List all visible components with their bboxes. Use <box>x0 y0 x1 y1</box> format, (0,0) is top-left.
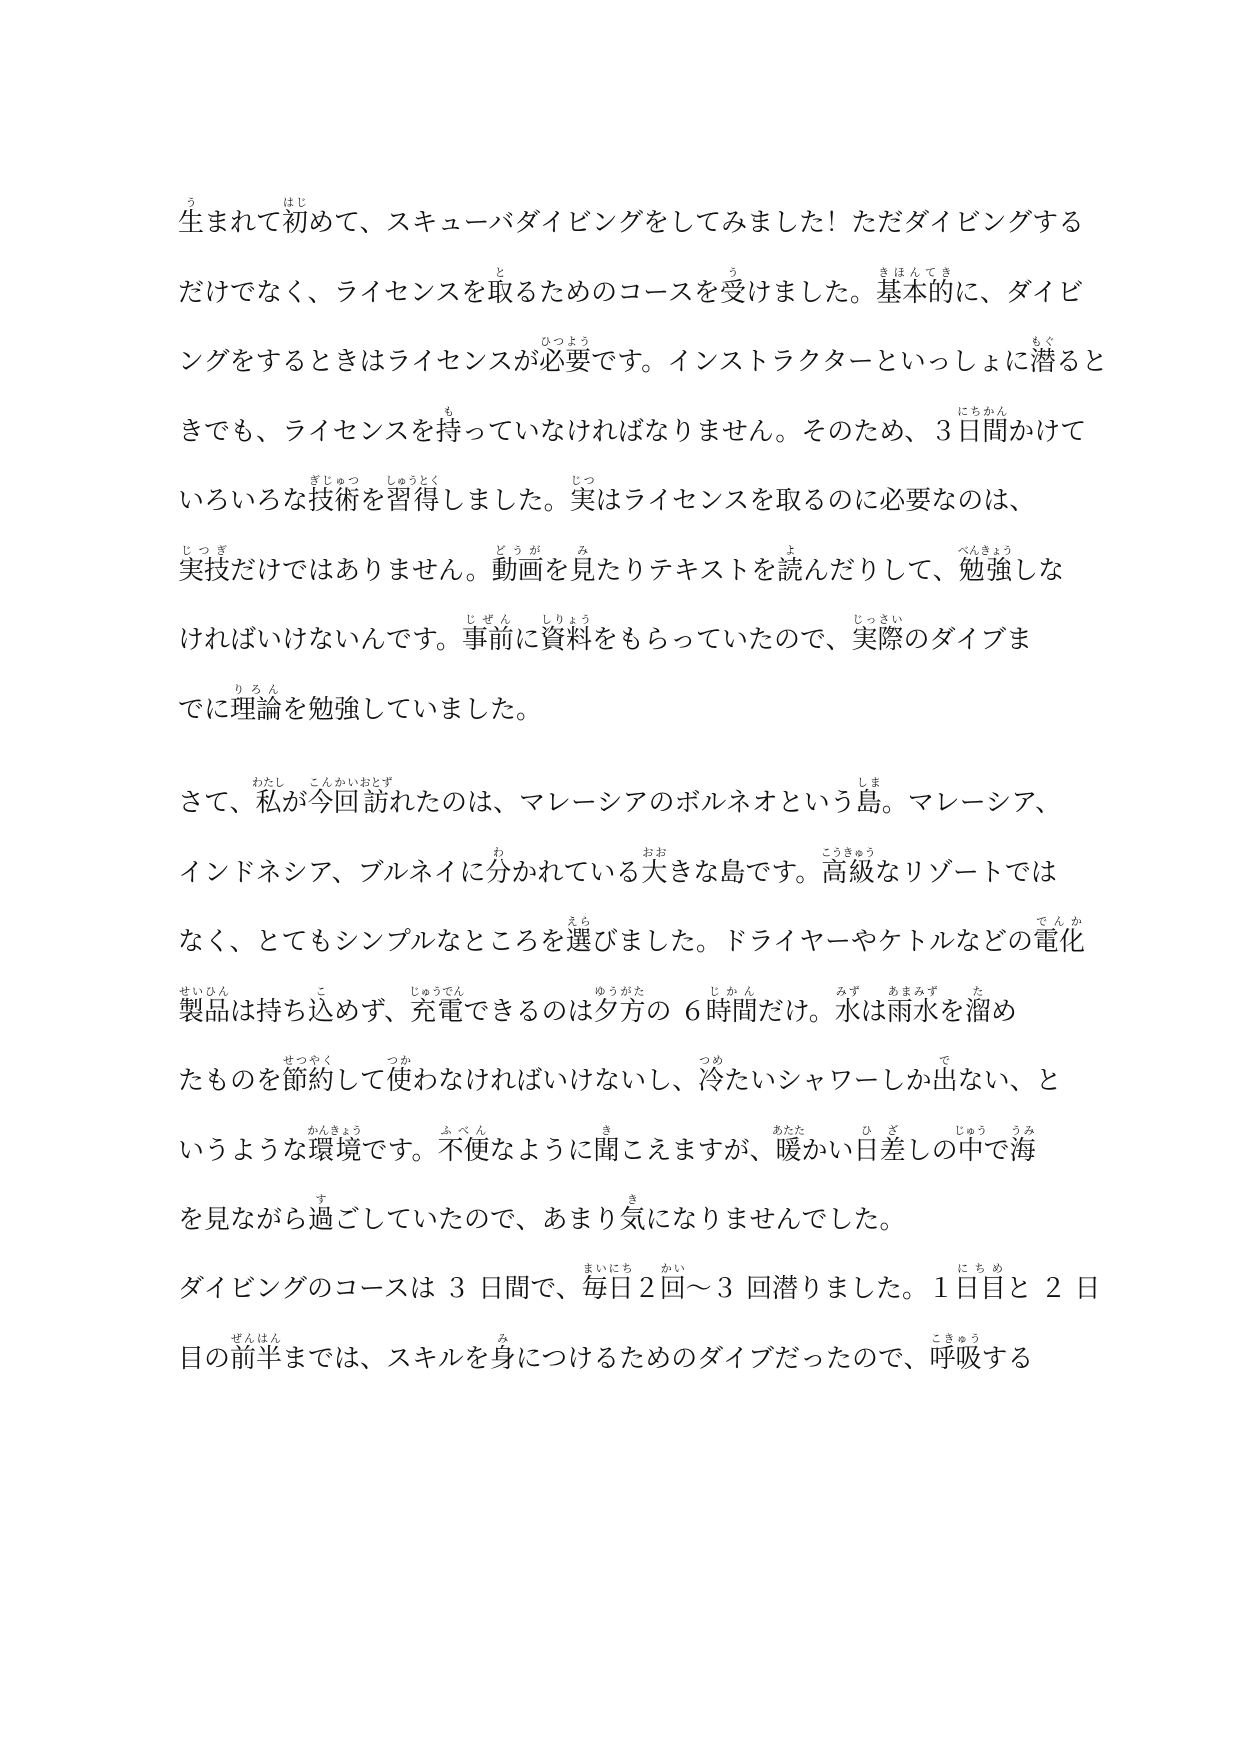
text-run: できるのは <box>463 996 594 1027</box>
text-run: まれて <box>204 208 283 238</box>
text-run: は <box>860 996 887 1027</box>
text-run: きでも、ライセンスを <box>178 416 436 447</box>
furigana-reading: み <box>569 543 596 557</box>
furigana-reading: う <box>178 196 204 209</box>
furigana-reading: す <box>308 1193 335 1206</box>
furigana-word: 回かい <box>659 1262 686 1304</box>
furigana-word: 勉強べんきょう <box>957 543 1013 586</box>
text-run: たりテキストを <box>595 555 778 586</box>
text-run: です。 <box>361 1135 438 1166</box>
text-run: を <box>360 486 387 516</box>
furigana-word: 日目にちめ <box>953 1262 1006 1304</box>
furigana-word: 見み <box>569 543 596 586</box>
text-run: ダイビングのコースは ３ 日間で、 <box>178 1274 582 1304</box>
text-run: を勉強していました。 <box>282 694 543 725</box>
furigana-word: 受う <box>719 265 746 308</box>
furigana-word: 資料しりょう <box>539 613 592 655</box>
furigana-reading: じつ <box>569 474 596 487</box>
furigana-reading: じぜん <box>461 613 514 626</box>
furigana-word: 私わたし <box>252 776 285 818</box>
text-run: を <box>543 555 570 586</box>
text-run: るためのコースを <box>513 277 720 308</box>
furigana-reading: はじ <box>282 196 309 209</box>
furigana-reading: かい <box>659 1262 686 1275</box>
furigana-word: 訪おとず <box>359 776 393 818</box>
furigana-word: 雨水あまみず <box>886 984 939 1027</box>
furigana-word: 差ざ <box>879 1123 906 1166</box>
furigana-reading: こんかい <box>307 776 360 789</box>
text-line <box>178 1193 1058 1237</box>
furigana-word: 初はじ <box>282 196 309 238</box>
text-run: は持ち <box>230 996 309 1027</box>
text-run: ２ <box>633 1274 660 1304</box>
furigana-word: 水みず <box>834 984 861 1027</box>
text-run: っていなければなりません。そのため、３ <box>461 416 957 447</box>
furigana-reading: こうきゅう <box>820 845 876 859</box>
furigana-word: 溜た <box>964 984 991 1027</box>
furigana-word: 取と <box>487 265 514 308</box>
furigana-word: 身み <box>489 1331 516 1374</box>
furigana-reading: りろん <box>230 682 283 696</box>
furigana-reading: どうが <box>491 543 544 557</box>
furigana-word: 夕方ゆうがた <box>593 984 646 1027</box>
furigana-word: 実際じっさい <box>851 613 904 655</box>
text-run: する <box>981 1343 1034 1374</box>
text-run: ごしていたので、あまり <box>334 1205 620 1235</box>
furigana-word: 環境かんきょう <box>307 1123 363 1166</box>
text-run: めず、 <box>334 996 410 1027</box>
text-run: たものを <box>178 1066 283 1096</box>
furigana-reading: あまみず <box>886 984 939 998</box>
text-run: になりませんでした。 <box>645 1205 906 1235</box>
furigana-reading: じっさい <box>851 613 904 626</box>
text-run: をもらっていたので、 <box>591 625 852 655</box>
furigana-word: 呼吸こきゅう <box>929 1331 982 1374</box>
furigana-reading: しま <box>855 776 882 789</box>
text-run: かれている <box>511 857 642 888</box>
furigana-reading: こ <box>308 984 335 998</box>
text-run: を <box>938 996 965 1027</box>
furigana-reading: わ <box>485 845 512 859</box>
text-line <box>178 776 1062 820</box>
furigana-reading: じゅうでん <box>409 984 465 998</box>
text-run: たいシャワーしか <box>724 1066 932 1096</box>
furigana-word: 聞き <box>593 1123 620 1166</box>
furigana-reading: ぜんはん <box>230 1331 283 1345</box>
furigana-word: 製品せいひん <box>178 984 231 1027</box>
furigana-reading: しりょう <box>539 613 592 626</box>
text-line <box>178 335 1108 379</box>
text-run: ければいけないんです。 <box>178 625 462 655</box>
furigana-reading: み <box>489 1331 516 1345</box>
furigana-word: 節約せつやく <box>282 1054 335 1096</box>
text-run: なように <box>489 1135 594 1166</box>
furigana-word: 大おお <box>641 845 668 888</box>
furigana-reading: ふべん <box>437 1123 490 1137</box>
text-run: インドネシア、ブルネイに <box>178 857 486 888</box>
furigana-reading: じつぎ <box>178 543 230 557</box>
furigana-reading: で <box>931 1054 958 1067</box>
text-run: 。マレーシア、 <box>881 788 1062 818</box>
text-run: なリゾートでは <box>874 857 1057 888</box>
text-run: です。インストラクターといっしょに <box>591 347 1030 377</box>
furigana-word: 習得しゅうとく <box>385 474 441 516</box>
furigana-word: 電化でんか <box>1033 915 1086 957</box>
furigana-word: 海うみ <box>1009 1123 1036 1166</box>
furigana-reading: き <box>593 1123 620 1137</box>
furigana-word: 今回こんかい <box>307 776 360 818</box>
furigana-reading: せつやく <box>282 1054 335 1067</box>
furigana-word: 選えら <box>565 915 592 957</box>
furigana-word: 毎日まいにち <box>581 1262 634 1304</box>
text-run: だけではありません。 <box>230 555 492 586</box>
text-line <box>178 1124 1058 1168</box>
text-run: だけでなく、ライセンスを <box>178 277 488 308</box>
text-run: の ６ <box>645 996 706 1027</box>
furigana-reading: おお <box>641 845 668 859</box>
text-run: に <box>513 625 540 655</box>
furigana-word: 必要ひつよう <box>539 335 592 377</box>
furigana-word: 実技じつぎ <box>178 543 231 586</box>
furigana-word: 技術ぎじゅつ <box>308 474 361 516</box>
text-run: までは、スキルを <box>282 1343 490 1374</box>
text-run: のダイブま <box>903 625 1033 655</box>
furigana-reading: ゆうがた <box>593 984 646 998</box>
text-line <box>178 613 1058 657</box>
text-run: なく、とてもシンプルなところを <box>178 927 566 957</box>
furigana-reading: きほんてき <box>875 265 954 279</box>
text-run: しました。 <box>439 486 570 516</box>
furigana-word: 日間にちかん <box>956 404 1009 447</box>
text-run: れたのは、マレーシアのボルネオという <box>389 788 856 818</box>
furigana-reading: でんか <box>1033 915 1086 928</box>
text-line <box>178 1332 1058 1376</box>
furigana-word: 日ひ <box>853 1123 880 1166</box>
furigana-word: 高級こうきゅう <box>820 845 876 888</box>
furigana-word: 分わ <box>485 845 512 888</box>
text-line <box>178 196 1085 240</box>
furigana-word: 潜もぐ <box>1029 335 1056 377</box>
text-line <box>178 404 1087 449</box>
text-run: こえますが、 <box>619 1135 776 1166</box>
text-run: はライセンスを取るのに必要なのは、 <box>595 486 1036 516</box>
furigana-reading: しゅうとく <box>385 474 441 487</box>
furigana-reading: う <box>719 265 746 279</box>
furigana-reading: こきゅう <box>929 1331 982 1345</box>
text-run: きな島です。 <box>667 857 822 888</box>
furigana-word: 充電じゅうでん <box>409 984 465 1027</box>
text-run: して <box>334 1066 387 1096</box>
furigana-word: 動画どうが <box>491 543 544 586</box>
text-run: と ２ 日 <box>1006 1274 1101 1304</box>
furigana-reading: みず <box>834 984 861 998</box>
text-run: んだりして、 <box>803 555 959 586</box>
furigana-word: 時間じかん <box>705 984 758 1027</box>
furigana-reading: も <box>435 404 462 418</box>
furigana-reading: ひつよう <box>539 335 592 348</box>
text-run: を見ながら <box>178 1205 309 1235</box>
furigana-reading: つめ <box>698 1054 725 1067</box>
furigana-reading: じゅう <box>954 1123 988 1137</box>
text-run: わなければいけないし、 <box>412 1066 699 1096</box>
text-line <box>178 683 1058 727</box>
furigana-reading: じかん <box>705 984 758 998</box>
furigana-word: 読よ <box>777 543 804 586</box>
text-run: ～３ 回潜りました。１ <box>685 1274 954 1304</box>
furigana-reading: にちかん <box>956 404 1009 418</box>
text-line <box>178 265 1084 310</box>
text-run: けました。 <box>745 277 876 308</box>
text-run: びました。ドライヤーやケトルなどの <box>591 927 1034 957</box>
furigana-word: 実じつ <box>569 474 596 516</box>
text-run: さて、 <box>178 788 256 818</box>
text-run: しな <box>1012 555 1065 586</box>
furigana-reading: ひ <box>853 1123 880 1137</box>
furigana-word: 島しま <box>855 776 882 818</box>
furigana-reading: た <box>964 984 991 998</box>
furigana-reading: おとず <box>359 776 393 789</box>
text-run: ない、と <box>957 1066 1062 1096</box>
furigana-word: 込こ <box>308 984 335 1027</box>
text-line <box>178 985 1058 1029</box>
furigana-reading: あたた <box>772 1123 806 1137</box>
text-line <box>178 543 1065 588</box>
furigana-reading: と <box>487 265 514 279</box>
text-run: 目の <box>178 1343 231 1374</box>
furigana-reading: えら <box>565 915 592 928</box>
furigana-word: 持も <box>435 404 462 447</box>
furigana-reading: ぎじゅつ <box>308 474 361 487</box>
furigana-word: 使つか <box>386 1054 413 1096</box>
text-run: で <box>983 1135 1010 1166</box>
text-run: め <box>990 996 1017 1027</box>
furigana-reading: べんきょう <box>957 543 1013 557</box>
furigana-reading: き <box>619 1193 646 1206</box>
furigana-reading: よ <box>777 543 804 557</box>
furigana-reading: かんきょう <box>307 1123 363 1137</box>
furigana-word: 気き <box>619 1193 646 1235</box>
furigana-word: 前半ぜんはん <box>230 1331 283 1374</box>
furigana-reading: まいにち <box>581 1262 634 1275</box>
furigana-word: 出で <box>931 1054 958 1096</box>
furigana-reading: もぐ <box>1029 335 1056 348</box>
furigana-word: 暖あたた <box>772 1123 806 1166</box>
text-run: かい <box>801 1135 854 1166</box>
furigana-word: 基本的きほんてき <box>875 265 954 308</box>
furigana-reading: にちめ <box>953 1262 1006 1275</box>
text-run: しの <box>905 1135 958 1166</box>
furigana-reading: つか <box>386 1054 413 1067</box>
text-line <box>178 1262 1101 1306</box>
text-run: かけて <box>1008 416 1087 447</box>
furigana-word: 冷つめ <box>698 1054 725 1096</box>
text-line <box>178 1054 1062 1098</box>
text-run: だけ。 <box>757 996 835 1027</box>
text-run: でに <box>178 694 231 725</box>
text-run: が <box>281 788 308 818</box>
text-run: に、ダイビ <box>953 277 1084 308</box>
furigana-reading: せいひん <box>178 984 231 998</box>
furigana-word: 生う <box>178 196 205 238</box>
furigana-word: 事前じぜん <box>461 613 514 655</box>
text-run: ると <box>1055 347 1108 377</box>
furigana-reading: わたし <box>252 776 285 789</box>
text-line <box>178 846 1058 890</box>
text-run: につけるためのダイブだったので、 <box>515 1343 930 1374</box>
furigana-word: 中じゅう <box>954 1123 988 1166</box>
furigana-reading: ざ <box>879 1123 906 1137</box>
text-run: ングをするときはライセンスが <box>178 347 540 377</box>
text-line <box>178 915 1086 959</box>
text-line <box>178 474 1058 518</box>
furigana-word: 過す <box>308 1193 335 1235</box>
text-run: いうような <box>178 1135 309 1166</box>
furigana-reading: うみ <box>1009 1123 1036 1137</box>
furigana-word: 理論りろん <box>230 682 283 725</box>
furigana-word: 不便ふべん <box>437 1123 490 1166</box>
text-run: いろいろな <box>178 486 309 516</box>
text-run: めて、スキューバダイビングをしてみました！ただダイビングする <box>308 208 1085 238</box>
